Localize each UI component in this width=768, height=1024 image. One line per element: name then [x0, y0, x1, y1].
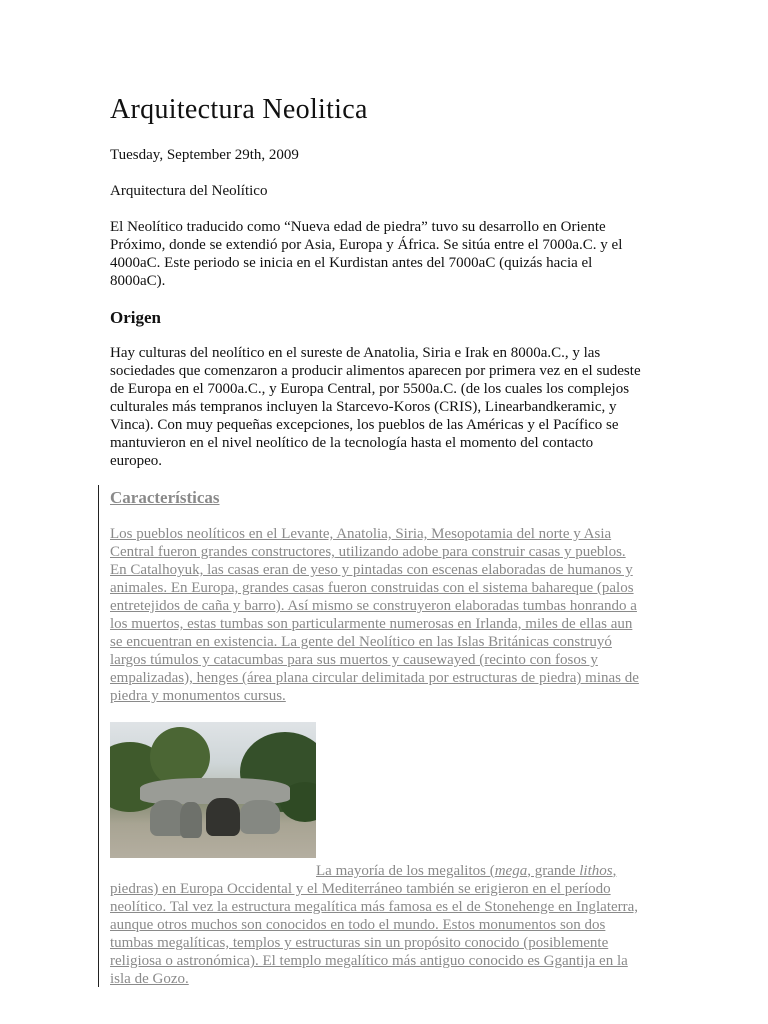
- text-line: mantuvieron en el nivel neolítico de la tecnología hasta el momento del contacto: [110, 435, 594, 451]
- caracteristicas-link[interactable]: Características: [110, 488, 220, 507]
- text[interactable]: La mayoría de los megalitos (: [316, 863, 495, 879]
- page-title: Arquitectura Neolitica: [110, 94, 368, 125]
- post-subtitle: Arquitectura del Neolítico: [110, 183, 268, 199]
- link-line[interactable]: los muertos, estas tumbas son particularmente numerosas en Irlanda, miles de ellas aun: [110, 616, 633, 632]
- link-line[interactable]: largos túmulos y catacumbas para sus muertos y causewayed (recinto con fosos y: [110, 652, 598, 668]
- link-line[interactable]: aunque otros muchos son conocidos en todo el mundo. Estos monumentos son dos: [110, 917, 606, 933]
- text-line: El Neolítico traducido como “Nueva edad de piedra” tuvo su desarrollo en Oriente: [110, 219, 606, 235]
- link-line[interactable]: empalizadas), henges (área plana circular delimitada por estructuras de piedra) minas de: [110, 670, 639, 686]
- text-line: de Europa en el 7000a.C., y Europa Central, por 5500a.C. (de los cuales los complejos: [110, 381, 630, 397]
- origen-heading: Origen: [110, 308, 161, 327]
- italic-word[interactable]: mega: [494, 863, 528, 879]
- text-line: sociedades que comenzaron a producir alimentos aparecen por primera vez en el sudeste: [110, 363, 641, 379]
- link-line[interactable]: Los pueblos neolíticos en el Levante, Anatolia, Siria, Mesopotamia del norte y Asia: [110, 526, 612, 542]
- link-line[interactable]: En Catalhoyuk, las casas eran de yeso y pintadas con escenas elaboradas de humanos y: [110, 562, 633, 578]
- origen-paragraph: [110, 344, 641, 470]
- megalitos-link-paragraph[interactable]: [110, 862, 638, 988]
- text-line: 4000aC. Este periodo se inicia en el Kurdistan antes del 7000aC (quizás hacia el: [110, 255, 593, 271]
- link-line[interactable]: isla de Gozo.: [110, 971, 189, 987]
- caracteristicas-link-paragraph[interactable]: [110, 525, 639, 705]
- text-line: Vinca). Con muy pequeñas excepciones, los pueblos de las Américas y el Pacífico se: [110, 417, 619, 433]
- text[interactable]: , grande: [527, 863, 580, 879]
- link-line[interactable]: piedra y monumentos cursus.: [110, 688, 286, 704]
- post-date: Tuesday, September 29th, 2009: [110, 147, 299, 163]
- text-line: Próximo, donde se extendió por Asia, Europa y África. Se sitúa entre el 7000a.C. y el: [110, 237, 623, 253]
- italic-word[interactable]: lithos: [579, 863, 613, 879]
- link-line[interactable]: entretejidos de caña y barro). Así mismo se construyeron elaboradas tumbas honrando a: [110, 598, 637, 614]
- text[interactable]: ,: [612, 863, 617, 879]
- blockquote-bar: [98, 485, 99, 987]
- link-line[interactable]: se encuentran en existencia. La gente del Neolítico en las Islas Británicas construyó: [110, 634, 612, 650]
- text-line: europeo.: [110, 453, 163, 469]
- text-line: 8000aC).: [110, 273, 166, 289]
- link-line[interactable]: religiosa o astronómica). El templo megalítico más antiguo conocido es Ggantija en la: [110, 953, 628, 969]
- intro-paragraph: [110, 218, 622, 290]
- link-line[interactable]: piedras) en Europa Occidental y el Mediterráneo también se erigieron en el período: [110, 881, 611, 897]
- dolmen-photo[interactable]: [110, 722, 316, 858]
- link-line[interactable]: neolítico. Tal vez la estructura megalítica más famosa es el de Stonehenge en Inglaterra,: [110, 899, 639, 915]
- link-line[interactable]: tumbas megalíticas, templos y estructuras sin un propósito conocido (posiblemente: [110, 935, 609, 951]
- text-line: culturales más tempranos incluyen la Starcevo-Koros (CRIS), Linearbandkeramic, y: [110, 399, 617, 415]
- link-line[interactable]: Central fueron grandes constructores, utilizando adobe para construir casas y pueblos.: [110, 544, 626, 560]
- link-line[interactable]: [110, 862, 638, 880]
- link-line[interactable]: animales. En Europa, grandes casas fueron construidas con el sistema bahareque (palos: [110, 580, 634, 596]
- text-line: Hay culturas del neolítico en el sureste de Anatolia, Siria e Irak en 8000a.C., y las: [110, 345, 601, 361]
